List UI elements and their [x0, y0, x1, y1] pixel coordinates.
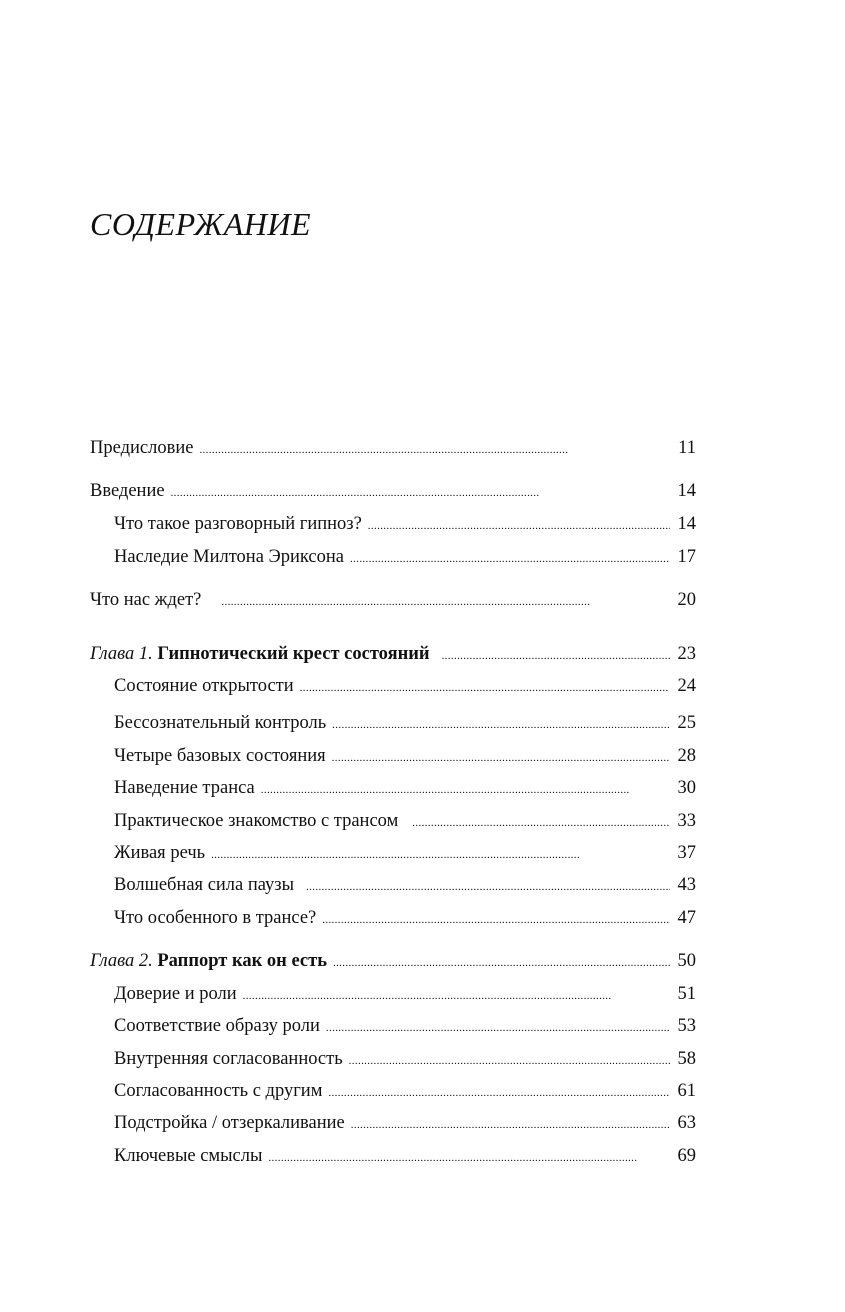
toc-subentry[interactable]: [114, 906, 696, 932]
dot-leader: [300, 674, 670, 700]
toc-entry-title: Соответствие образу роли: [114, 1016, 320, 1036]
toc-subentry[interactable]: [114, 744, 696, 770]
toc-entry-title: Предисловие: [90, 438, 194, 458]
toc-entry-preface[interactable]: [90, 436, 696, 462]
toc-entry-title: Бессознательный контроль: [114, 713, 327, 733]
toc-subentry[interactable]: [114, 776, 696, 802]
toc-entry-title: Введение: [90, 481, 165, 501]
toc-entry-chapter-2[interactable]: [90, 949, 696, 975]
toc-page-number: 14: [677, 514, 696, 534]
toc-entry-title: Наведение транса: [114, 778, 255, 798]
toc-page-number: 23: [677, 644, 696, 664]
dot-leader: [368, 512, 670, 538]
toc-subentry[interactable]: [114, 545, 696, 571]
toc-page-number: 11: [678, 438, 696, 458]
toc-page-number: 33: [677, 811, 696, 831]
toc-page-number: 25: [677, 713, 696, 733]
toc-page-number: 24: [677, 676, 696, 696]
dot-leader: [221, 588, 670, 614]
chapter-prefix: Глава 1.: [90, 644, 153, 664]
toc-page-number: 58: [677, 1049, 696, 1069]
toc-entry-title: Что нас ждет?: [90, 590, 202, 610]
toc-page-number: 69: [677, 1146, 696, 1166]
toc-entry-title: Состояние открытости: [114, 676, 294, 696]
toc-entry-title: Внутренняя согласованность: [114, 1049, 343, 1069]
toc-subentry[interactable]: [114, 809, 696, 835]
toc-subentry[interactable]: [114, 1079, 696, 1105]
toc-page-number: 28: [677, 746, 696, 766]
toc-page-number: 37: [677, 843, 696, 863]
toc-page-number: 63: [677, 1113, 696, 1133]
toc-page-number: 53: [677, 1016, 696, 1036]
toc-page-number: 30: [677, 778, 696, 798]
toc-subentry[interactable]: [114, 1144, 696, 1170]
toc-subentry[interactable]: [114, 873, 696, 899]
dot-leader: [171, 479, 670, 505]
toc-entry-title: Доверие и роли: [114, 984, 237, 1004]
toc-page-number: 17: [677, 547, 696, 567]
toc-subentry[interactable]: [114, 674, 696, 700]
chapter-title: Гипнотический крест состояний: [157, 644, 430, 664]
dot-leader: [261, 776, 670, 802]
dot-leader: [243, 982, 670, 1008]
toc-entry-title: Ключевые смыслы: [114, 1146, 263, 1166]
toc-entry-title: Согласованность с другим: [114, 1081, 323, 1101]
dot-leader: [332, 744, 670, 770]
toc-subentry[interactable]: [114, 1047, 696, 1073]
dot-leader: [211, 841, 670, 867]
toc-subentry[interactable]: [114, 711, 696, 737]
toc-entry-title: Подстройка / отзеркаливание: [114, 1113, 345, 1133]
dot-leader: [306, 873, 670, 899]
toc-subentry[interactable]: [114, 841, 696, 867]
toc-chapter-title: [90, 949, 327, 973]
dot-leader: [328, 1079, 670, 1105]
toc-chapter-title: [90, 642, 430, 666]
chapter-prefix: Глава 2.: [90, 951, 153, 971]
dot-leader: [412, 809, 670, 835]
toc-page-number: 47: [677, 908, 696, 928]
toc-page-number: 14: [677, 481, 696, 501]
dot-leader: [351, 1111, 670, 1137]
toc-page-number: 51: [677, 984, 696, 1004]
dot-leader: [333, 949, 670, 975]
toc-page-number: 50: [677, 951, 696, 971]
dot-leader: [322, 906, 670, 932]
toc-entry-chapter-1[interactable]: [90, 642, 696, 668]
toc-subentry[interactable]: [114, 1111, 696, 1137]
toc-subentry[interactable]: [114, 1014, 696, 1040]
toc-page-number: 43: [677, 875, 696, 895]
toc-entry-introduction[interactable]: [90, 479, 696, 505]
toc-entry-title: Живая речь: [114, 843, 206, 863]
page-title: СОДЕРЖАНИЕ: [90, 206, 312, 242]
dot-leader: [350, 545, 670, 571]
toc-page-number: 20: [677, 590, 696, 610]
dot-leader: [349, 1047, 670, 1073]
toc-entry-title: Практическое знакомство с трансом: [114, 811, 399, 831]
dot-leader: [268, 1144, 670, 1170]
chapter-title: Раппорт как он есть: [157, 951, 327, 971]
toc-entry-title: Четыре базовых состояния: [114, 746, 326, 766]
toc-subentry[interactable]: [114, 982, 696, 1008]
dot-leader: [199, 436, 670, 462]
toc-entry-title: Волшебная сила паузы: [114, 875, 295, 895]
toc-entry-what-awaits[interactable]: [90, 588, 696, 614]
toc-page-number: 61: [677, 1081, 696, 1101]
toc-entry-title: Что такое разговорный гипноз?: [114, 514, 362, 534]
dot-leader: [332, 711, 670, 737]
toc-entry-title: Что особенного в трансе?: [114, 908, 317, 928]
toc-subentry[interactable]: [114, 512, 696, 538]
dot-leader: [326, 1014, 670, 1040]
toc-entry-title: Наследие Милтона Эриксона: [114, 547, 345, 567]
dot-leader: [442, 642, 670, 668]
